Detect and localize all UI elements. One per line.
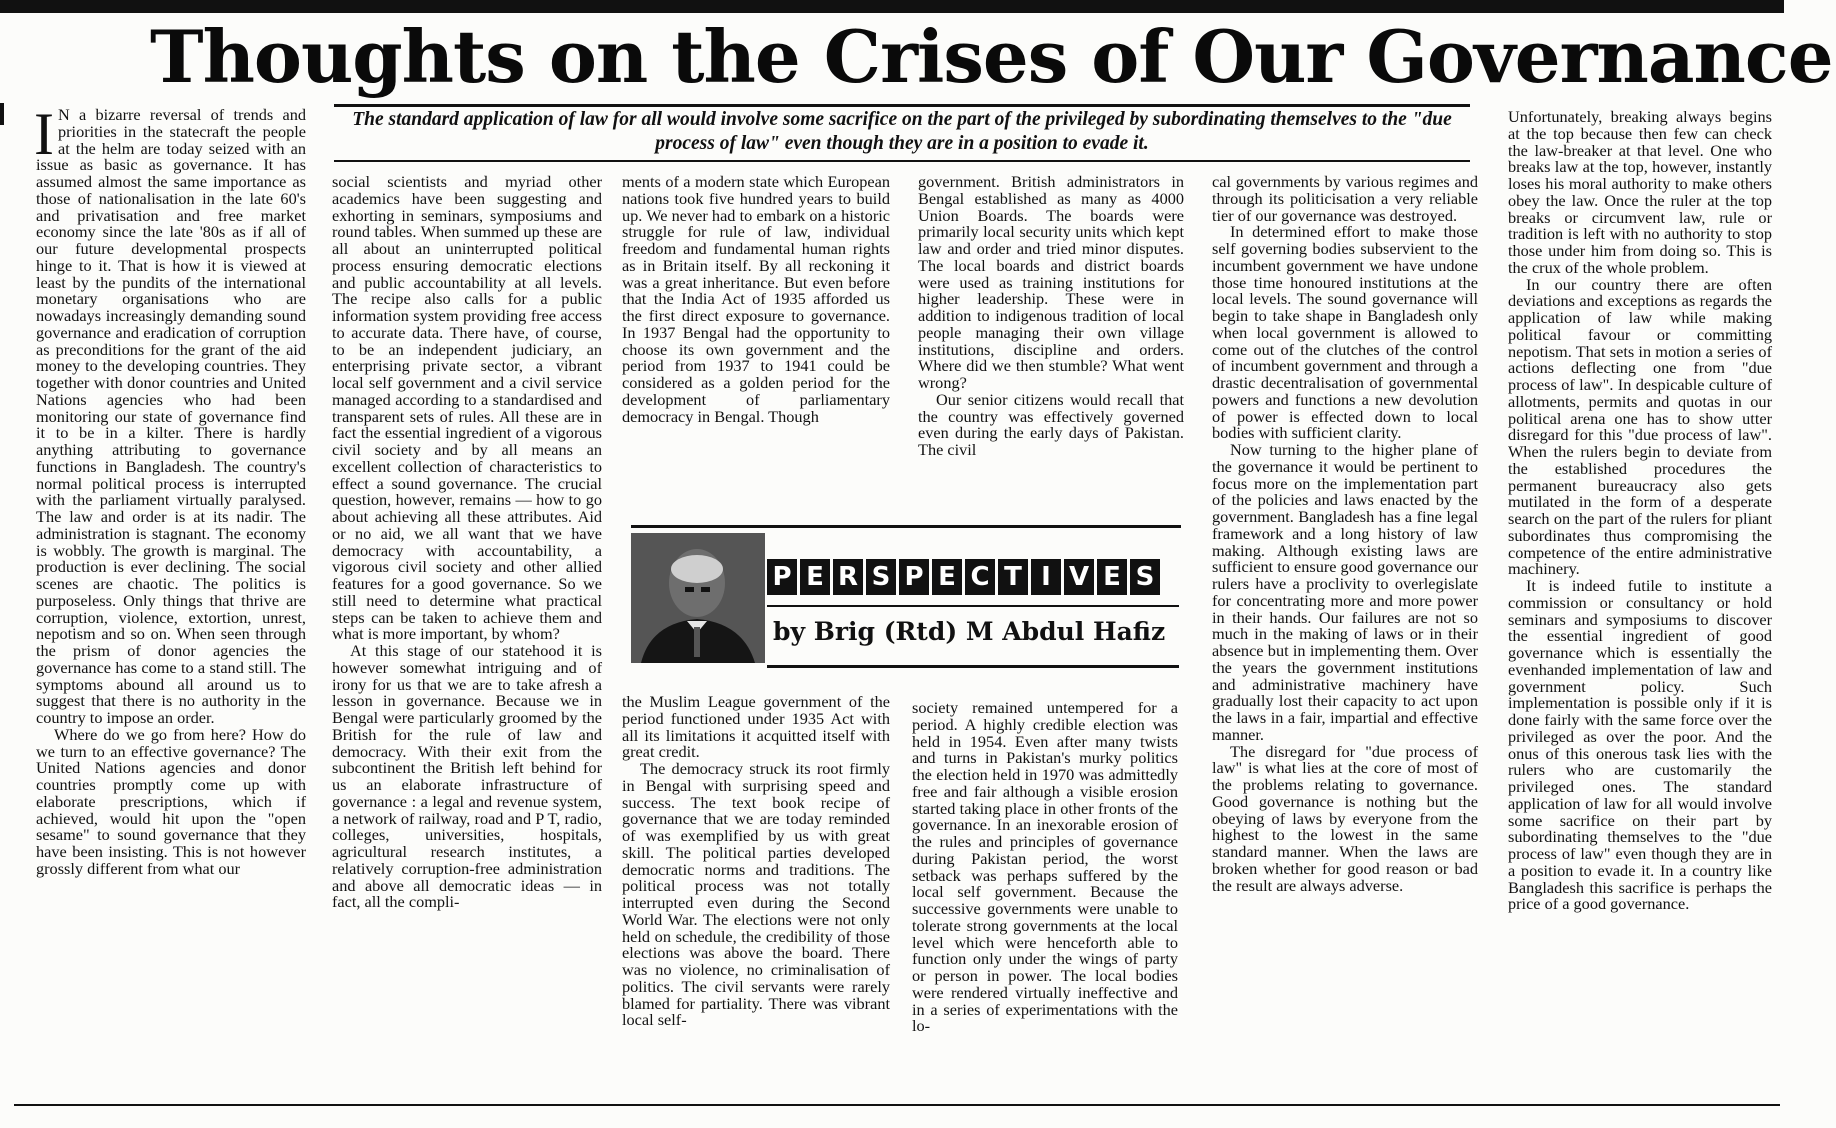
paragraph: ments of a modern state which European nations took five hundred years to build up. We never had to embark on a historic struggle for rule of law, individual freedom and fundamental human rights as in Britain itself. By all reckoning it was a great inheritance. But even before that the India Act of 1935 afforded us the first direct exposure to governance. In 1937 Bengal had the opportunity to choose its own government and the period from 1937 to 1941 could be considered as a golden period for the development of parliamentary democracy in Bengal. Though [622, 172, 890, 426]
kicker-letter: V [1064, 559, 1094, 595]
drop-cap: I [34, 101, 54, 167]
byline: by Brig (Rtd) M Abdul Hafiz [773, 617, 1166, 646]
kicker-letter: P [899, 559, 929, 595]
column-2 [332, 174, 602, 1094]
pull-quote-top-rule [334, 104, 1470, 107]
paragraph: It is indeed futile to institute a commission or consultancy or hold seminars and symposiums to discover the essential ingredient of good governance which is essentially the evenhanded implementation of law and government policy. Such implementation is possible only if it is done fairly with the same force over the privileged as over the poor. And the onus of this onerous task lies with the rulers who are customarily the privileged ones. The standard application of law for all would involve some sacrifice on their part by subordinating themselves to the "due process of law" even though they are in a position to evade it. In a country like Bangladesh this sacrifice is perhaps the price of a good governance. [1508, 576, 1772, 914]
kicker-letter: S [1130, 559, 1160, 595]
kicker-letter: T [998, 559, 1028, 595]
kicker-letter: I [1031, 559, 1061, 595]
paragraph: N a bizarre reversal of trends and priorities in the statecraft the people at the helm are today seized with an issue as basic as governance. It has assumed almost the same importance as those of nationalisation in the late 60's and privatisation and free market economy since the late '80s as if all of our future developmental prospects hinge to it. That is how it is viewed at least by the pundits of the international monetary organisations who are nowadays increasingly demanding sound governance and eradication of corruption as preconditions for the grant of the aid money to the developing countries. They together with donor countries and United Nations agencies who had been monitoring our state of governance find it to be in a kilter. There is hardly anything attributing to governance functions in Bangladesh. The country's normal political process is interrupted with the parliament virtually paralysed. The law and order is at its nadir. The administration is stagnant. The economy is wobbly. The growth is marginal. The production is ever declining. The social scenes are chaotic. The politics is purposeless. Only things that thrive are corruption, violence, extortion, unrest, nepotism and so on. When seen through the prism of donor agencies the governance has come to a stand still. The symptoms abound all around us to suggest that there is no authority in the country to impose an order. [36, 105, 306, 727]
column-3-bottom [622, 694, 890, 1094]
box-top-rule [631, 525, 1181, 528]
margin-mark [0, 103, 4, 125]
kicker-letter: S [866, 559, 896, 595]
pull-quote: The standard application of law for all would involve some sacrifice on the part of the privileged by subordinating themselves to the "due process of law" even though they are in a position to evade it. [352, 109, 1452, 154]
perspectives-kicker [767, 559, 1160, 595]
column-5 [1212, 174, 1478, 1094]
bottom-border-rule [14, 1104, 1780, 1106]
column-6 [1508, 109, 1772, 1114]
column-4-top [918, 174, 1184, 504]
paragraph: In determined effort to make those self governing bodies subservient to the incumbent government we have undone those time honoured institutions at the local levels. The sound governance will begin to take shape in Bangladesh only when local government is allowed to come out of the clutches of the control of incumbent government and through a drastic decentralisation of governmental powers and functions a new devolution of power is effected down to local bodies with sufficient clarity. [1212, 222, 1478, 443]
paragraph: government. British administrators in Bengal established as many as 4000 Union Boards. The boards were primarily local security units which kept law and order and tried minor disputes. The local boards and district boards were used as training institutions for higher leadership. These were in addition to indigenous tradition of local people managing their own village institutions, discipline and orders. Where did we then stumble? What went wrong? [918, 172, 1184, 392]
paragraph: social scientists and myriad other academics have been suggesting and exhorting in seminars, symposiums and round tables. When summed up these are all about an uninterrupted political process ensuring democratic elections and public accountability at all levels. The recipe also calls for a public information system providing free access to accurate data. There have, of course, to be an independent judiciary, an enterprising private sector, a vibrant local self government and a civil service managed according to a standardised and transparent sets of rules. All these are in fact the essential ingredient of a vigorous civil society and by all means an excellent collection of characteristics to effect a sound governance. The crucial question, however, remains — how to go about achieving all these attributes. Aid or no aid, we all want that we have democracy with accountability, a vigorous civil society and other allied features for a good governance. So we still need to determine what practical steps can be taken to achieve them and what is more important, by whom? [332, 172, 602, 644]
author-portrait-icon [631, 533, 765, 663]
paragraph: In our country there are often deviations and exceptions as regards the application of law while making political favour or committing nepotism. That sets in motion a series of actions deflecting one from "due process of law". In despicable culture of allotments, permits and quotas in our political arena one has to show utter disregard for this "due process of law". When the rulers begin to deviate from the established procedures the permanent bureaucracy also gets mutilated in the form of a desperate search on the part of the rulers for pliant subordinates thus compromising the competence of the entire administrative machinery. [1508, 274, 1772, 579]
paragraph: the Muslim League government of the period functioned under 1935 Act with all its limitations it acquitted itself with great credit. [622, 692, 890, 762]
kicker-letter: E [800, 559, 830, 595]
paragraph: society remained untempered for a period. A highly credible election was held in 1954. Even after many twists and turns in Pakistan's murky politics the election held in 1970 was admittedly free and fair although a visible erosion started taking place in other fronts of the governance. In an inexorable erosion of the rules and principles of governance during Pakistan period, the worst setback was perhaps suffered by the local self government. Because the successive governments were unable to tolerate strong governments at the local level which were henceforth able to function only under the wings of party or person in power. The local bodies were rendered virtually ineffective and in a series of experimentations with the lo- [912, 698, 1178, 1036]
box-bottom-rule [767, 665, 1179, 668]
column-1 [34, 101, 306, 1092]
paragraph: At this stage of our statehood it is however somewhat intriguing and of irony for us that we are to take afresh a lesson in governance. Because we in Bengal were particularly groomed by the British for the rule of law and democracy. With their exit from the subcontinent the British left behind for us an elaborate infrastructure of governance : a legal and revenue system, a network of railway, road and P T, radio, colleges, universities, hospitals, agricultural research institutes, a relatively corruption-free administration and above all democratic ideas — in fact, all the compli- [332, 641, 602, 912]
paragraph: cal governments by various regimes and through its politicisation a very reliable tier of our governance was destroyed. [1212, 172, 1478, 225]
author-photo [631, 533, 765, 663]
kicker-letter: C [965, 559, 995, 595]
perspectives-box [631, 525, 1181, 677]
kicker-letter: E [1097, 559, 1127, 595]
column-4-bottom [912, 700, 1178, 1094]
paragraph: The disregard for "due process of law" is what lies at the core of most of the problems relating to governance. Good governance is nothing but the obeying of laws by everyone from the highest to the lowest in the same standard manner. When the laws are broken whether for good reason or bad the result are always adverse. [1212, 741, 1478, 895]
kicker-letter: R [833, 559, 863, 595]
paragraph: Our senior citizens would recall that the country was effectively governed even during the early days of Pakistan. The civil [918, 389, 1184, 459]
paragraph: Where do we go from here? How do we turn to an effective governance? The United Nations agencies and donor countries promptly come up with elaborate prescriptions, which if achieved, would hit upon the "open sesame" to sound governance that they have been insisting. This is not however grossly different from what our [36, 724, 306, 878]
headline: Thoughts on the Crises of Our Governance [150, 14, 1833, 99]
kicker-letter: P [767, 559, 797, 595]
kicker-letter: E [932, 559, 962, 595]
paragraph: Unfortunately, breaking always begins at the top because then few can check the law-breaker at that level. One who breaks law at the top, however, instantly loses his moral authority to make others obey the law. Once the ruler at the top breaks or circumvent law, rule or tradition is left with no authority to stop those under him from doing so. This is the crux of the whole problem. [1508, 107, 1772, 277]
column-3-top [622, 174, 890, 504]
kicker-underline [767, 605, 1179, 607]
paragraph: The democracy struck its root firmly in Bengal with surprising speed and success. The text book recipe of governance that we are today reminded of was exemplified by us with great skill. The political parties developed democratic norms and traditions. The political process was not totally interrupted even during the Second World War. The elections were not only held on schedule, the credibility of those elections was above the board. There was no violence, no criminalisation of politics. The civil servants were rarely blamed for partiality. There was vibrant local self- [622, 759, 890, 1030]
paragraph: Now turning to the higher plane of the governance it would be pertinent to focus more on the implementation part of the policies and laws enacted by the government. Bangladesh has a fine legal framework and a long history of law making. Although existing laws are sufficient to ensure good governance our rulers have a proclivity to overlegislate for concentrating more and more power in their hands. Our failures are not so much in the making of laws or in their absence but in implementing them. Over the years the government institutions and administrative machinery have gradually lost their capacity to act upon the laws in a fair, impartial and effective manner. [1212, 440, 1478, 744]
pull-quote-bottom-rule [334, 160, 1470, 162]
